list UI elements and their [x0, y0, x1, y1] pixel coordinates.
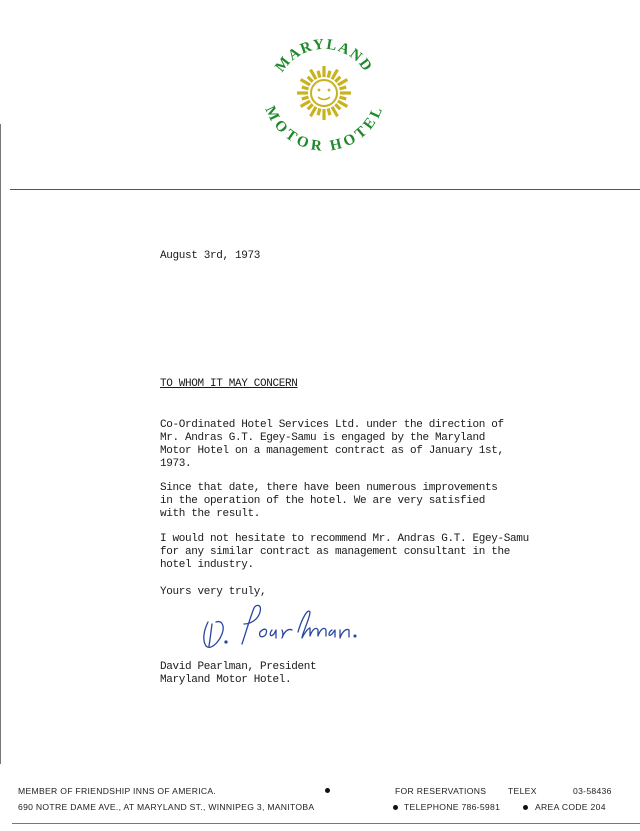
hotel-logo [262, 31, 386, 155]
telex-label: TELEX [508, 786, 537, 796]
letter-paragraph: Co-Ordinated Hotel Services Ltd. under the direction of Mr. Andras G.T. Egey-Samu is engaged by the Maryland Motor Hotel on a management contract as of January 1st, 1973. [160, 419, 504, 470]
sun-ray [328, 108, 330, 115]
sun-ray [301, 80, 311, 86]
signer-name: David Pearlman, President [160, 661, 317, 673]
bullet-icon [393, 805, 398, 810]
area-code: AREA CODE 204 [535, 802, 606, 812]
sun-ray [328, 71, 330, 78]
logo-name-bottom: MOTOR HOTEL [262, 103, 386, 155]
sun-ray [308, 77, 313, 82]
letter-paragraph: I would not hesitate to recommend Mr. Andras G.T. Egey-Samu for any similar contract as management consultant in the hotel industry. [160, 533, 529, 571]
sun-ray [339, 87, 346, 89]
telephone-number: TELEPHONE 786-5981 [404, 802, 501, 812]
letter-date: August 3rd, 1973 [160, 250, 261, 262]
sun-ray [311, 107, 317, 117]
sun-ray [335, 104, 340, 109]
footer-line-1 [0, 786, 640, 800]
signer-organization: Maryland Motor Hotel. [160, 674, 292, 686]
sun-ray [308, 104, 313, 109]
reservations-label: FOR RESERVATIONS [395, 786, 487, 796]
sun-ray [338, 101, 348, 107]
sun-ray [332, 107, 338, 117]
letter-paragraph: Since that date, there have been numerous improvements in the operation of the hotel. We are very satisfied with the result. [160, 482, 498, 520]
letter-heading: TO WHOM IT MAY CONCERN [160, 378, 298, 390]
bullet-icon [325, 788, 330, 793]
letter-bottom-rule [12, 823, 640, 824]
letter-closing: Yours very truly, [160, 586, 267, 598]
sun-icon [297, 66, 351, 120]
sun-ray [318, 108, 320, 115]
membership-text: MEMBER OF FRIENDSHIP INNS OF AMERICA. [18, 786, 217, 796]
sun-ray [335, 77, 340, 82]
sun-ray [302, 97, 309, 99]
page-edge-rule [0, 124, 1, 764]
sun-ray [338, 80, 348, 86]
sun-ray [311, 70, 317, 80]
letter-top-rule [10, 189, 640, 190]
handwritten-signature [198, 598, 358, 654]
hotel-address: 690 NOTRE DAME AVE., AT MARYLAND ST., WINNIPEG 3, MANITOBA [18, 802, 315, 812]
letter-body [160, 250, 560, 686]
sun-ray [318, 71, 320, 78]
sun-ray [302, 87, 309, 89]
telex-number: 03-58436 [573, 786, 612, 796]
sun-ray [332, 70, 338, 80]
footer-line-2 [0, 802, 640, 816]
sun-ray [339, 97, 346, 99]
logo-name-top: MARYLAND [272, 36, 376, 76]
sun-ray [301, 101, 311, 107]
bullet-icon [523, 805, 528, 810]
